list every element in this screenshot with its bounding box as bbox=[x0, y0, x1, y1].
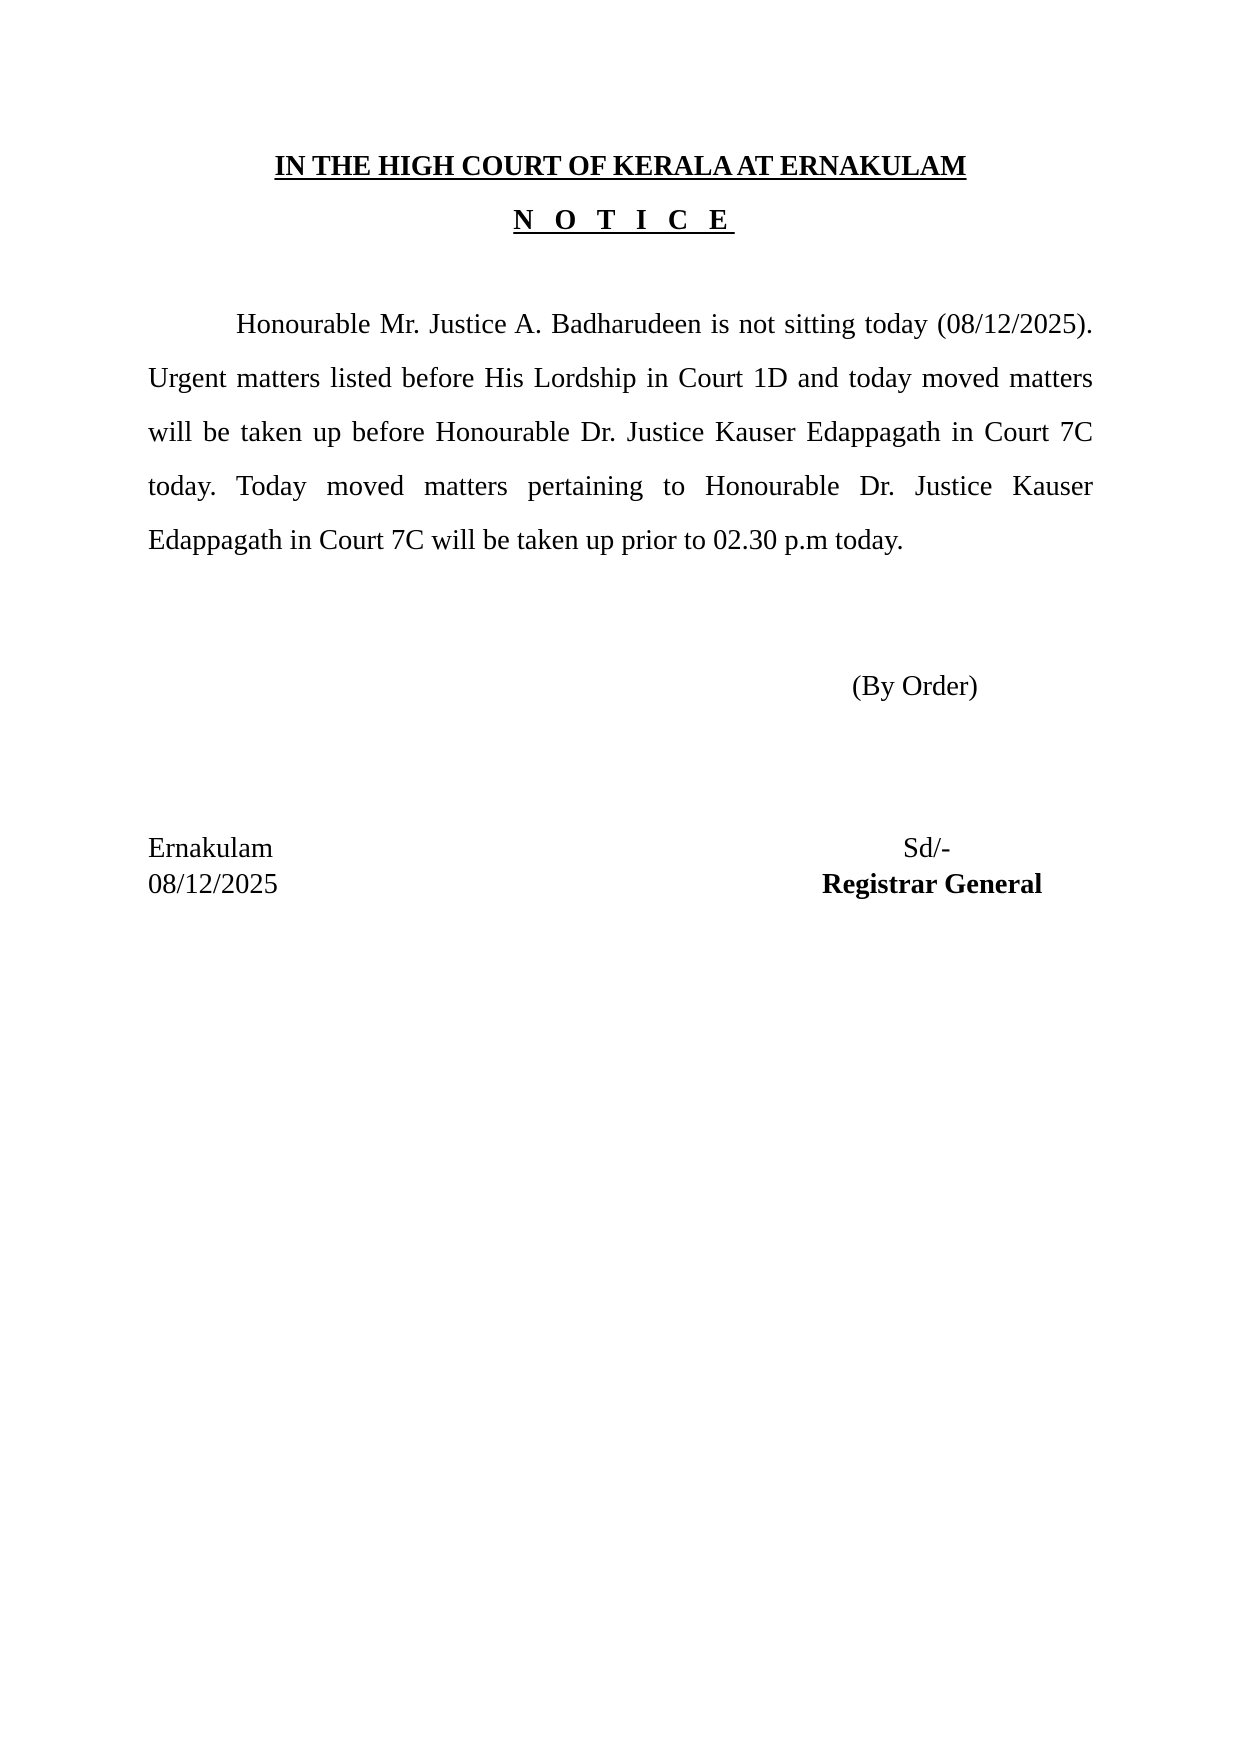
by-order-text: (By Order) bbox=[852, 671, 978, 702]
notice-title: N O T I C E bbox=[513, 205, 735, 236]
place-text: Ernakulam bbox=[148, 833, 274, 864]
court-title: IN THE HIGH COURT OF KERALA AT ERNAKULAM bbox=[274, 151, 967, 182]
signatory-designation: Registrar General bbox=[822, 869, 1043, 900]
notice-body-paragraph: Honourable Mr. Justice A. Badharudeen is not sitting today (08/12/2025). Urgent matters listed before His Lordship in Court 1D and today moved matters will be taken up before Honourable Dr. Justice Kauser Edappagath in Court 7C today. Today moved matters pertaining to Honourable Dr. Justice Kauser Edappagath in Court 7C will be taken up prior to 02.30 p.m today. bbox=[148, 309, 1093, 556]
date-text: 08/12/2025 bbox=[148, 869, 278, 900]
signed-text: Sd/- bbox=[903, 833, 951, 864]
